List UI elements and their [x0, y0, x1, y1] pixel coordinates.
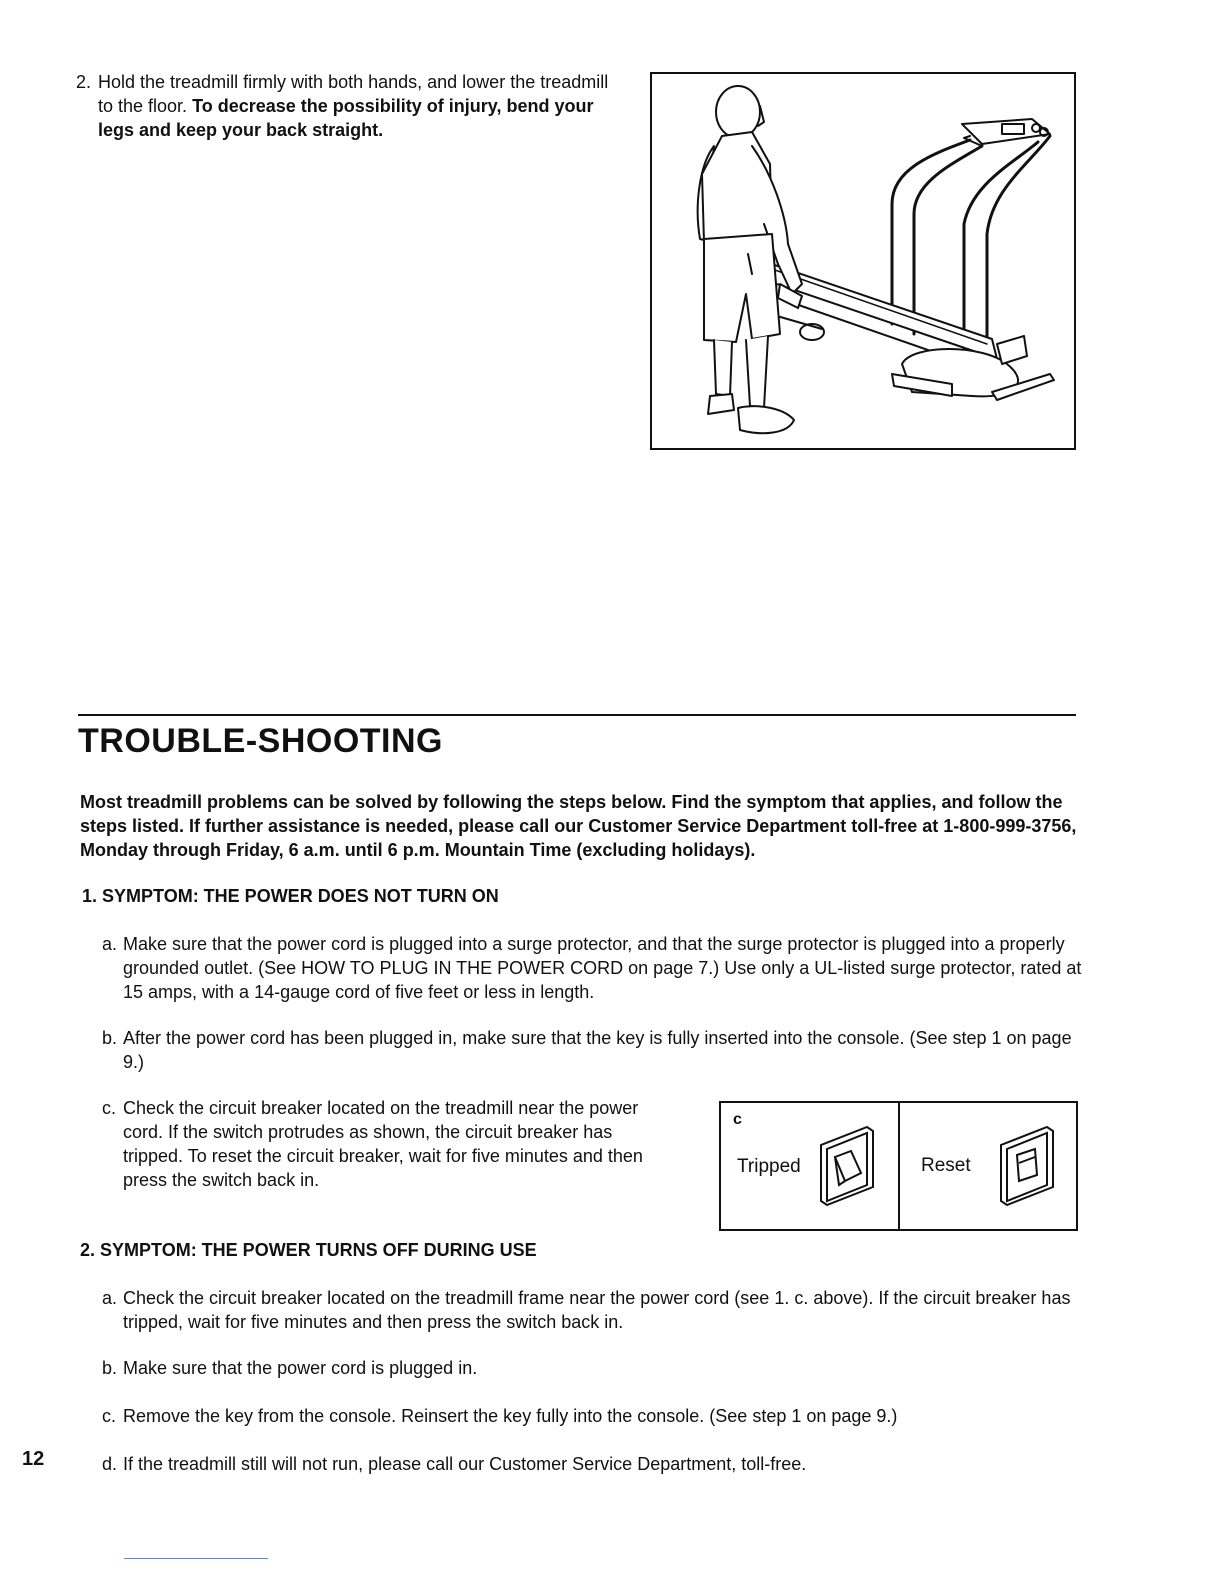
symptom-1-item-a — [102, 932, 1082, 1004]
reset-switch-icon — [997, 1123, 1057, 1209]
step-2-text — [98, 70, 616, 142]
item-letter: b. — [102, 1358, 118, 1378]
item-text: Make sure that the power cord is plugged in. — [123, 1358, 478, 1378]
symptom-2-item-a — [102, 1286, 1082, 1334]
reset-label: Reset — [921, 1155, 971, 1176]
item-letter: a. — [102, 1288, 118, 1308]
symptom-2-item-b — [102, 1356, 1082, 1380]
tripped-switch-icon — [817, 1123, 877, 1209]
item-text: Remove the key from the console. Reinsert the key fully into the console. (See step 1 on page 9.) — [123, 1406, 898, 1426]
symptom-1-item-b — [102, 1026, 1082, 1074]
tripped-label: Tripped — [737, 1156, 801, 1177]
symptom-1-title: 1. SYMPTOM: THE POWER DOES NOT TURN ON — [82, 886, 499, 906]
section-intro: Most treadmill problems can be solved by following the steps below. Find the symptom that applies, and follow the steps listed. If further assistance is needed, please call our Customer Service Department toll-free at 1-800-999-3756, Monday through Friday, 6 a.m. until 6 p.m. Mountain Time (excluding holidays). — [80, 792, 1077, 860]
figure-divider — [898, 1103, 900, 1229]
figure-label: c — [733, 1111, 742, 1128]
item-text: Make sure that the power cord is plugged into a surge protector, and that the surge protector is plugged into a properly grounded outlet. (See HOW TO PLUG IN THE POWER CORD on page 7.) Use only a UL-listed surge protector, rated at 15 amps, with a 14-gauge cord of five feet or less in length. — [123, 934, 1082, 1002]
item-letter: a. — [102, 934, 118, 954]
section-divider — [78, 714, 1076, 716]
item-text: Check the circuit breaker located on the treadmill near the power cord. If the switch protrudes as shown, the circuit breaker has tripped. To reset the circuit breaker, wait for five minutes and then press the switch back in. — [123, 1098, 643, 1190]
item-text: Check the circuit breaker located on the treadmill frame near the power cord (see 1. c. above). If the circuit breaker has tripped, wait for five minutes and then press the switch back in. — [123, 1288, 1071, 1332]
symptom-2-item-c — [102, 1404, 1082, 1428]
section-heading: TROUBLE-SHOOTING — [78, 722, 443, 760]
item-letter: c. — [102, 1098, 117, 1118]
circuit-breaker-figure — [719, 1101, 1078, 1231]
step-2-instruction — [76, 70, 616, 142]
step-2-warning: To decrease the possibility of injury, bend your legs and keep your back straight. — [98, 96, 594, 140]
item-text: If the treadmill still will not run, please call our Customer Service Department, toll-free. — [123, 1454, 807, 1474]
treadmill-lowering-illustration — [650, 72, 1076, 450]
symptom-2-item-d — [102, 1452, 1082, 1476]
page-number: 12 — [22, 1448, 45, 1470]
step-number: 2. — [76, 72, 92, 92]
bottom-rule — [124, 1558, 268, 1559]
step-2-plain: Hold the treadmill firmly with both hands, and lower the treadmill to the floor. — [98, 72, 609, 116]
symptom-1-item-c — [102, 1096, 672, 1192]
person-head — [716, 86, 760, 138]
item-letter: c. — [102, 1406, 117, 1426]
item-letter: b. — [102, 1028, 118, 1048]
item-text: After the power cord has been plugged in, make sure that the key is fully inserted into the console. (See step 1 on page 9.) — [123, 1028, 1072, 1072]
item-letter: d. — [102, 1454, 118, 1474]
symptom-2-title: 2. SYMPTOM: THE POWER TURNS OFF DURING USE — [80, 1240, 537, 1260]
